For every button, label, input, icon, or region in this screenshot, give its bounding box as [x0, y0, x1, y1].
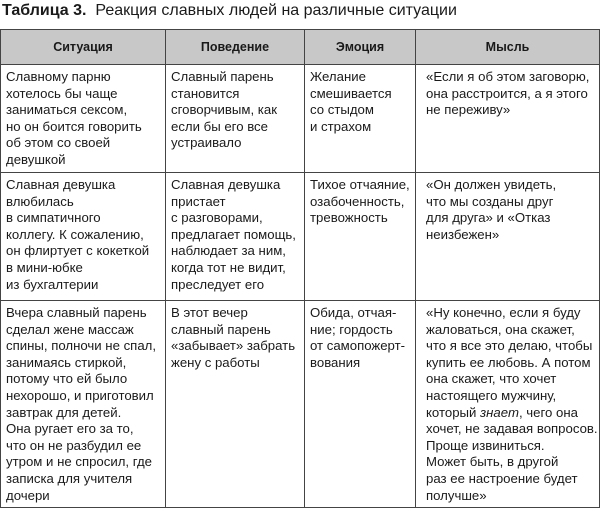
cell-line: дочери [6, 487, 50, 503]
cell-line: в мини-юбке [6, 259, 83, 275]
cell-line: вования [310, 354, 361, 370]
cell-line: для друга» и «Отказ [426, 210, 551, 226]
cell-line: что он не разбудил ее [6, 437, 142, 453]
cell-thought [416, 173, 600, 301]
cell-line: когда тот не видит, [171, 259, 286, 275]
cell-line: хочет, не задавая вопросов. [426, 421, 598, 437]
table-title: Реакция славных людей на различные ситуации [95, 2, 457, 19]
header-emotion: Эмоция [305, 30, 416, 65]
cell-situation [1, 65, 166, 173]
header-behavior: Поведение [166, 30, 305, 65]
cell-line: занимаясь стиркой, [6, 354, 127, 370]
table-row [1, 173, 600, 301]
cell-line: она расстроится, а я этого [426, 85, 588, 101]
cell-line: она скажет, что хочет [426, 371, 557, 387]
cell-line: нехорошо, и приготовил [6, 387, 154, 403]
cell-line: озабоченность, [310, 193, 405, 209]
cell-line: жаловаться, она скажет, [426, 321, 575, 337]
cell-line: сговорчивым, как [171, 102, 277, 118]
table-row [1, 301, 600, 508]
cell-line: наблюдает за ним, [171, 243, 286, 259]
header-situation: Ситуация [1, 30, 166, 65]
cell-line: Тихое отчаяние, [310, 177, 410, 192]
cell-behavior [166, 173, 305, 301]
cell-line: Обида, отчая- [310, 305, 397, 320]
cell-line: Славному парню [6, 69, 111, 84]
cell-line: с разговорами, [171, 210, 263, 226]
cell-line: в симпатичного [6, 210, 101, 226]
cell-line: смешивается [310, 85, 392, 101]
cell-line: Славный парень [171, 69, 274, 84]
cell-behavior [166, 301, 305, 508]
cell-line: заниматься сексом, [6, 102, 128, 118]
cell-emotion [305, 301, 416, 508]
cell-line: «Если я об этом заговорю, [426, 69, 590, 84]
cell-line: что мы созданы друг [426, 193, 554, 209]
cell-line: Славная девушка [6, 177, 116, 192]
emphasis-text: знает [480, 404, 519, 420]
table-caption [0, 0, 600, 26]
cell-line: славный парень [171, 321, 271, 337]
cell-line: Она ругает его за то, [6, 421, 134, 437]
cell-line: и страхом [310, 118, 372, 134]
cell-line: пристает [171, 193, 226, 209]
cell-line: Вчера славный парень [6, 305, 147, 320]
cell-line: который знает, чего она [426, 404, 578, 420]
cell-situation [1, 173, 166, 301]
cell-line: становится [171, 85, 240, 101]
cell-line: что я все это делаю, чтобы [426, 338, 593, 354]
cell-line: раз ее настроение будет [426, 470, 578, 486]
cell-line: В этот вечер [171, 305, 248, 320]
cell-line: девушкой [6, 151, 66, 167]
cell-line: хотелось бы чаще [6, 85, 118, 101]
cell-line: настоящего мужчину, [426, 387, 557, 403]
cell-line: преследует его [171, 276, 265, 292]
cell-line: Славная девушка [171, 177, 281, 192]
cell-line: если бы его все [171, 118, 268, 134]
cell-line: устраивало [171, 135, 242, 151]
cell-line: от самопожерт- [310, 338, 406, 354]
cell-line: записка для учителя [6, 470, 133, 486]
cell-line: спины, полночи не спал, [6, 338, 157, 354]
cell-emotion [305, 173, 416, 301]
cell-line: влюбилась [6, 193, 74, 209]
cell-line: купить ее любовь. А потом [426, 354, 591, 370]
table-header-row [1, 30, 600, 65]
reactions-table [0, 29, 600, 508]
header-thought: Мысль [416, 30, 600, 65]
cell-line: из бухгалтерии [6, 276, 99, 292]
cell-line: получше» [426, 487, 487, 503]
cell-thought [416, 301, 600, 508]
cell-line: Желание [310, 69, 366, 84]
cell-thought [416, 65, 600, 173]
cell-line: жену с работы [171, 354, 260, 370]
cell-situation [1, 301, 166, 508]
cell-line: ние; гордость [310, 321, 393, 337]
cell-line: об этом со своей [6, 135, 111, 151]
cell-line: «забывает» забрать [171, 338, 296, 354]
cell-line: утром и не спросил, где [6, 454, 152, 470]
cell-line: со стыдом [310, 102, 374, 118]
cell-line: не переживу» [426, 102, 511, 118]
cell-line: «Ну конечно, если я буду [426, 305, 581, 320]
cell-line: завтрак для детей. [6, 404, 122, 420]
cell-emotion [305, 65, 416, 173]
table-number: Таблица 3. [2, 2, 87, 19]
cell-line: тревожность [310, 210, 388, 226]
cell-line: потому что ей было [6, 371, 128, 387]
cell-line: но он боится говорить [6, 118, 142, 134]
cell-line: предлагает помощь, [171, 226, 296, 242]
cell-line: Проще извиниться. [426, 437, 545, 453]
cell-line: он флиртует с кокеткой [6, 243, 150, 259]
cell-line: Может быть, в другой [426, 454, 559, 470]
cell-line: «Он должен увидеть, [426, 177, 557, 192]
cell-line: неизбежен» [426, 226, 500, 242]
table-row [1, 65, 600, 173]
cell-line: коллегу. К сожалению, [6, 226, 144, 242]
cell-line: сделал жене массаж [6, 321, 134, 337]
cell-behavior [166, 65, 305, 173]
